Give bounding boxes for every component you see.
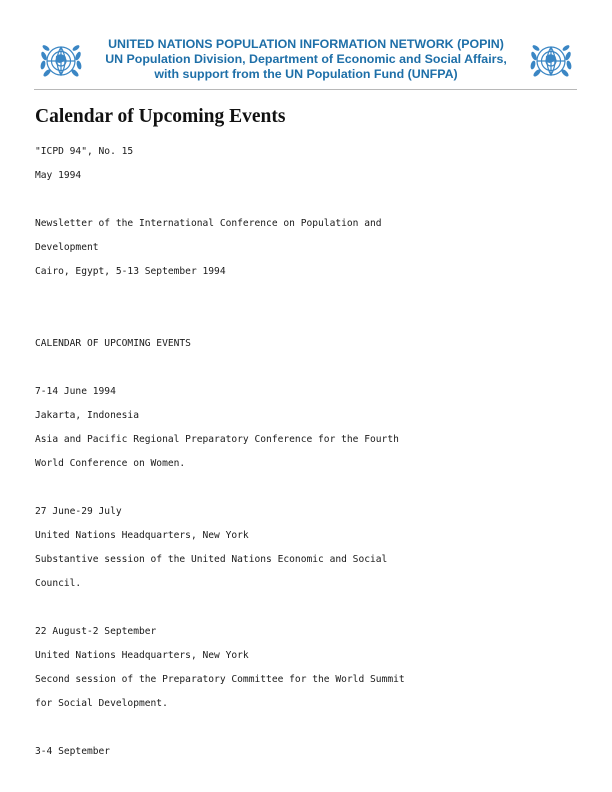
event-date: 22 August-2 September: [35, 626, 157, 637]
event-date: 3-4 September: [35, 746, 111, 757]
newsletter-date: May 1994: [35, 170, 82, 181]
event-date: 27 June-29 July: [35, 506, 122, 517]
header-line-support: with support from the UN Population Fund (UNFPA): [154, 67, 458, 81]
newsletter-description: Newsletter of the International Conference on Population and: [35, 218, 382, 229]
header-title-block: [90, 37, 522, 82]
event-description: Substantive session of the United Nations Economic and Social: [35, 554, 388, 565]
header-line-division: UN Population Division, Department of Economic and Social Affairs,: [105, 52, 507, 66]
event-date: 7-14 June 1994: [35, 386, 116, 397]
event-description-cont: World Conference on Women.: [35, 458, 186, 469]
un-emblem-icon: [36, 36, 86, 86]
event-description-cont: for Social Development.: [35, 698, 168, 709]
conference-location: Cairo, Egypt, 5-13 September 1994: [35, 266, 226, 277]
header-line-network: UNITED NATIONS POPULATION INFORMATION NETWORK (POPIN): [108, 37, 504, 51]
event-location: United Nations Headquarters, New York: [35, 530, 249, 541]
page-title: Calendar of Upcoming Events: [35, 106, 286, 127]
newsletter-description-cont: Development: [35, 242, 99, 253]
section-heading: CALENDAR OF UPCOMING EVENTS: [35, 338, 191, 349]
page-header: [0, 0, 612, 92]
event-description: Asia and Pacific Regional Preparatory Conference for the Fourth: [35, 434, 399, 445]
event-location: United Nations Headquarters, New York: [35, 650, 249, 661]
un-emblem-icon: [526, 36, 576, 86]
event-description-cont: Council.: [35, 578, 82, 589]
event-description: Second session of the Preparatory Committee for the World Summit: [35, 674, 405, 685]
event-location: Jakarta, Indonesia: [35, 410, 139, 421]
newsletter-issue: "ICPD 94", No. 15: [35, 146, 134, 157]
header-divider: [34, 89, 577, 90]
